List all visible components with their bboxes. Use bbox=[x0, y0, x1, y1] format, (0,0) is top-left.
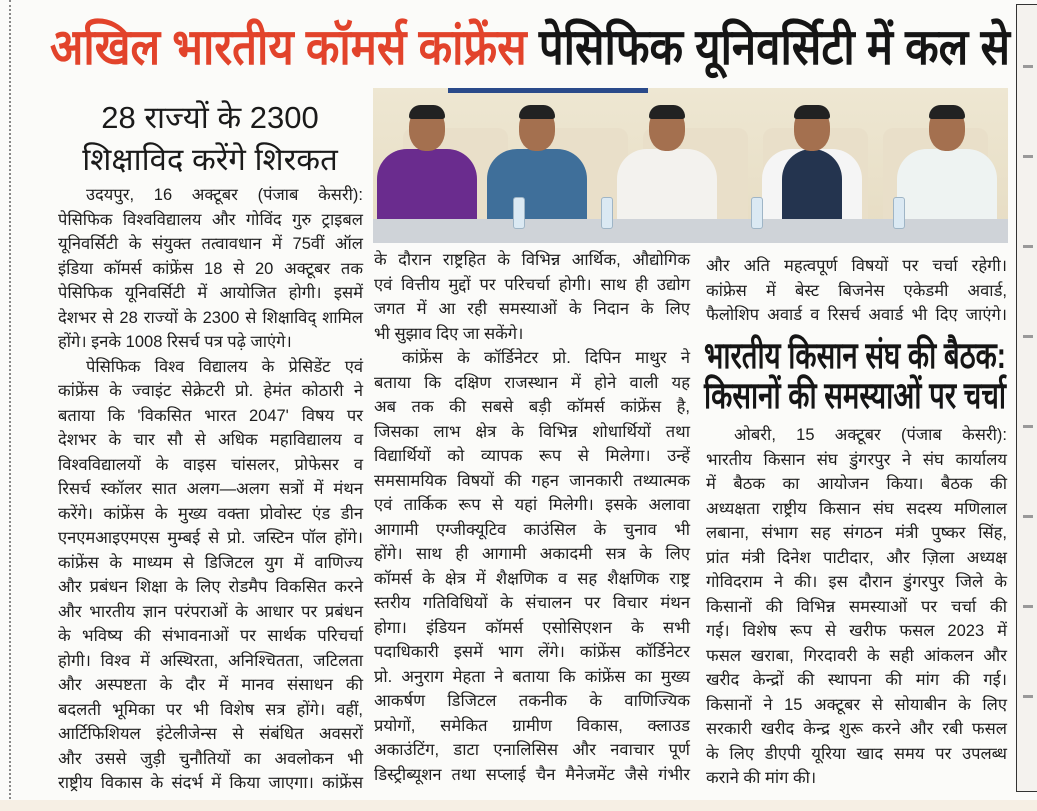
text-line bbox=[58, 232, 363, 257]
text-line-content: एवं तार्किक रूप से यहां मिलेगी। इसके अलावा bbox=[374, 496, 690, 514]
table bbox=[373, 219, 1008, 243]
text-line bbox=[706, 742, 1007, 767]
text-line bbox=[374, 616, 690, 641]
text-line-content: यूनिवर्सिटी के संयुक्त तत्वावधान में 75वीं ऑल bbox=[58, 235, 363, 253]
text-line bbox=[706, 448, 1007, 473]
text-line bbox=[706, 668, 1007, 693]
main-headline bbox=[50, 12, 1010, 82]
second-headline-line-1: भारतीय किसान संघ की बैठक: bbox=[704, 335, 1006, 376]
text-line bbox=[706, 279, 1007, 304]
text-line-content: गोविदराम ने की। इस दौरान डुंगरपुर जिले के bbox=[706, 573, 1007, 591]
text-line bbox=[374, 738, 690, 763]
text-line-content: होंगे। इनके 1008 रिसर्च पत्र पढ़े जाएंगे। bbox=[58, 333, 292, 351]
text-line bbox=[706, 693, 1007, 718]
text-line-content: प्रयोगों, समेकित ग्रामीण विकास, क्लाउड bbox=[374, 716, 690, 735]
text-line bbox=[58, 330, 363, 355]
text-line bbox=[706, 546, 1007, 571]
headline-red-part: अखिल भारतीय कॉमर्स कांफ्रेंस bbox=[50, 19, 527, 75]
text-line-content: आकर्षण डिजिटल तकनीक के वाणिज्यिक bbox=[374, 692, 690, 710]
text-line bbox=[706, 472, 1007, 497]
text-line-content: कांफ्रेंस के माध्यम से डिजिटल युग में वाणिज्य bbox=[58, 553, 363, 572]
text-line bbox=[374, 518, 690, 543]
news-photo-press-conference bbox=[373, 88, 1008, 243]
text-line bbox=[374, 371, 690, 396]
text-line-content: भारतीय किसान संघ डुंगरपुर ने संघ कार्यालय bbox=[706, 450, 1007, 469]
text-line-content: प्रो. अनुराग मेहता ने बताया कि कांफ्रेंस का मुख्य bbox=[374, 667, 690, 686]
text-line bbox=[374, 322, 690, 347]
text-line-content: एवं वित्तीय मुद्दों पर परिचर्चा होगी। साथ ही उद्योग bbox=[374, 275, 690, 294]
text-line-content: होंगे। साथ ही आगामी अकादमी सत्र के लिए bbox=[374, 545, 690, 563]
text-line bbox=[706, 254, 1007, 279]
text-line-content: कराने की मांग की। bbox=[706, 769, 817, 787]
text-line bbox=[374, 493, 690, 518]
person-4 bbox=[758, 107, 866, 225]
text-line bbox=[374, 444, 690, 469]
text-line-content: होगी। विश्व में अस्थिरता, अनिश्चितता, जटिलता bbox=[58, 651, 363, 670]
text-line bbox=[58, 526, 363, 551]
text-line-content: भी सुझाव दिए जा सकेंगे। bbox=[374, 324, 524, 343]
text-line bbox=[58, 771, 363, 796]
text-line-content: स्तरीय गतिविधियों के संचालन पर विचार मंथन bbox=[374, 594, 690, 612]
text-line-content: आगामी एग्जीक्यूटिव काउंसिल के चुनाव भी bbox=[374, 520, 690, 539]
text-line bbox=[374, 763, 690, 788]
second-headline-line-2: किसानों की समस्याओं पर चर्चा bbox=[704, 375, 1006, 416]
text-line bbox=[374, 420, 690, 445]
text-line-content: और अस्पष्टता के दौर में मानव संसाधन की bbox=[58, 676, 363, 694]
text-line bbox=[58, 355, 363, 380]
text-line-content: देशभर के चार सौ से अधिक महाविद्यालय व bbox=[58, 431, 363, 449]
text-line bbox=[374, 689, 690, 714]
column-divider-dotted bbox=[9, 0, 11, 811]
text-line-content: पेसिफिक विश्वविद्यालय और गोविंद गुरु ट्राइबल bbox=[58, 210, 363, 229]
text-line-content: विद्यार्थियों को व्यापक रूप से मिलेगा। उन्हें bbox=[374, 447, 690, 465]
text-line bbox=[374, 640, 690, 665]
text-line-content: और प्रबंधन शिक्षा के लिए रोडमैप विकसित करने bbox=[58, 578, 363, 596]
text-line-content: और उससे जुड़ी चुनौतियों का अवलोकन भी bbox=[58, 749, 363, 768]
text-line-content: फसल खराबा, गिरदावरी के सही आंकलन और bbox=[706, 646, 1007, 665]
text-line-content: पदाधिकारी इसमें भाग लेंगे। कांफ्रेंस कॉर्डिनेटर bbox=[374, 643, 690, 661]
text-line bbox=[374, 273, 690, 298]
text-line bbox=[58, 453, 363, 478]
text-line-content: और अति महत्वपूर्ण विषयों पर चर्चा रहेगी। bbox=[706, 257, 1007, 275]
text-line-content: समसामयिक विषयों की गहन जानकारी तथ्यात्मक bbox=[374, 471, 690, 490]
text-line-content: के लिए डीएपी यूरिया खाद समय पर उपलब्ध bbox=[706, 744, 1007, 763]
person-3 bbox=[613, 107, 721, 225]
text-line bbox=[58, 404, 363, 429]
text-line-content: कांफ्रेंस के ज्वाइंट सेक्रेटरी प्रो. हेमंत कोठारी ने bbox=[58, 382, 363, 400]
second-article-body bbox=[706, 423, 1007, 791]
text-line-content: खरीद केन्द्रों की स्थापना की मांग की गई। bbox=[706, 671, 1007, 689]
text-line-content: आर्टिफिशियल इंटेलीजेन्स से संबंधित अवसरों bbox=[58, 725, 363, 743]
text-line-content: सरकारी खरीद केन्द्र शुरू करने और रबी फसल bbox=[706, 720, 1007, 738]
text-line bbox=[706, 423, 1007, 448]
text-line-content: कांफ्रेस में बेस्ट बिजनेस एकेडमी अवार्ड, bbox=[706, 281, 1007, 300]
text-line bbox=[706, 521, 1007, 546]
text-line-content: कांफ्रेंस के कॉर्डिनेटर प्रो. दिपिन माथुर ने bbox=[402, 349, 690, 367]
text-line bbox=[58, 673, 363, 698]
subheadline-line-2: शिक्षाविद करेंगे शिरकत bbox=[82, 142, 338, 177]
text-line-content: रिसर्च स्कॉलर सात अलग—अलग सत्रों में मंथन bbox=[58, 480, 363, 498]
text-line bbox=[706, 619, 1007, 644]
text-line-content: इंडिया कॉमर्स कांफ्रेंस 18 से 20 अक्टूबर तक bbox=[58, 259, 363, 278]
text-line bbox=[58, 428, 363, 453]
text-line-content: जगत में आ रही समस्याओं के निदान के लिए bbox=[374, 300, 690, 318]
text-line-content: किसानों की विभिन्न समस्याओं पर चर्चा की bbox=[706, 597, 1007, 616]
bottom-strip bbox=[0, 800, 1037, 811]
text-line bbox=[706, 766, 1007, 791]
text-line bbox=[58, 208, 363, 233]
text-line bbox=[374, 297, 690, 322]
text-line bbox=[58, 649, 363, 674]
text-line-content: देशभर से 28 राज्यों के 2300 से शिक्षाविद् शामिल bbox=[58, 308, 363, 327]
text-line bbox=[58, 575, 363, 600]
text-line bbox=[706, 644, 1007, 669]
text-line-content: प्रांत मंत्री दिनेश पाटीदार, और ज़िला अध्यक्ष bbox=[706, 548, 1007, 567]
text-line bbox=[58, 281, 363, 306]
text-line bbox=[58, 722, 363, 747]
text-line-content: एनएमआइएमएस मुम्बई से प्रो. जस्टिन पॉल होंगे। bbox=[58, 529, 363, 547]
text-line bbox=[374, 591, 690, 616]
text-line bbox=[706, 497, 1007, 522]
text-line bbox=[58, 551, 363, 576]
text-line-content: पेसिफिक यूनिवर्सिटी में आयोजित होगी। इसमें bbox=[58, 284, 363, 302]
text-line bbox=[706, 595, 1007, 620]
person-5 bbox=[893, 107, 1001, 225]
text-line bbox=[58, 502, 363, 527]
article-column-2 bbox=[374, 248, 690, 787]
text-line-content: उदयपुर, 16 अक्टूबर (पंजाब केसरी): bbox=[86, 186, 363, 204]
text-line bbox=[58, 747, 363, 772]
text-line bbox=[58, 624, 363, 649]
adjacent-clipping-edge bbox=[1016, 4, 1037, 792]
text-line-content: के भविष्य की संभावनाओं पर सार्थक परिचर्चा bbox=[58, 627, 363, 645]
text-line-content: डिस्ट्रीब्यूशन तथा सप्लाई चैन मैनेजमेंट जैसे गंभीर bbox=[374, 765, 690, 784]
text-line bbox=[374, 395, 690, 420]
text-line bbox=[58, 600, 363, 625]
text-line bbox=[58, 698, 363, 723]
text-line-content: पेसिफिक विश्व विद्यालय के प्रेसिडेंट एवं bbox=[86, 357, 363, 376]
text-line bbox=[706, 570, 1007, 595]
person-2 bbox=[483, 107, 591, 225]
text-line bbox=[58, 379, 363, 404]
text-line-content: बताया कि 'विकसित भारत 2047' विषय पर bbox=[58, 406, 363, 425]
text-line bbox=[374, 542, 690, 567]
text-line-content: गई। विशेष रूप से खरीफ फसल 2023 में bbox=[706, 622, 1007, 640]
text-line bbox=[374, 567, 690, 592]
text-line-content: ओबरी, 15 अक्टूबर (पंजाब केसरी): bbox=[734, 426, 1007, 444]
text-line bbox=[374, 714, 690, 739]
text-line-content: बदलती भूमिका पर भी विशेष सत्र होंगे। वहीं, bbox=[58, 700, 363, 719]
article-column-3 bbox=[706, 254, 1007, 328]
text-line bbox=[374, 346, 690, 371]
text-line bbox=[58, 183, 363, 208]
text-line-content: अब तक की सबसे बड़ी कॉमर्स कांफ्रेंस है, bbox=[374, 398, 690, 416]
text-line-content: लबाना, संभाग सह संगठन मंत्री पुष्कर सिंह, bbox=[706, 524, 1007, 542]
text-line bbox=[374, 469, 690, 494]
text-line-content: बताया कि दक्षिण राजस्थान में होने वाली यह bbox=[374, 373, 690, 392]
headline-black-part: पेसिफिक यूनिवर्सिटी में कल से bbox=[538, 19, 1011, 75]
text-line bbox=[706, 303, 1007, 328]
text-line-content: किसानों ने 15 अक्टूबर से सोयाबीन के लिए bbox=[706, 695, 1007, 714]
text-line-content: फैलोशिप अवार्ड व रिसर्च अवार्ड भी दिए जाएंगे। bbox=[706, 306, 1007, 324]
text-line bbox=[58, 257, 363, 282]
article-column-1 bbox=[58, 183, 363, 796]
text-line-content: होगा। इंडियन कॉमर्स एसोसिएशन के सभी bbox=[374, 618, 690, 637]
text-line bbox=[58, 306, 363, 331]
text-line-content: कॉमर्स के क्षेत्र में शैक्षणिक व सह शैक्षणिक राष्ट्र bbox=[374, 569, 690, 588]
text-line bbox=[706, 717, 1007, 742]
text-line-content: जिसका लाभ क्षेत्र के विभिन्न शोधार्थियों तथा bbox=[374, 422, 690, 441]
subheadline-line-1: 28 राज्यों के 2300 bbox=[101, 100, 319, 135]
text-line-content: में बैठक का आयोजन किया। बैठक की bbox=[706, 475, 1007, 493]
text-line bbox=[58, 477, 363, 502]
photo-banner bbox=[448, 88, 648, 93]
text-line-content: राष्ट्रीय विकास के संदर्भ में किया जाएगा। कांफ्रेंस bbox=[58, 774, 363, 792]
text-line-content: के दौरान राष्ट्रहित के विभिन्न आर्थिक, औद्योगिक bbox=[374, 251, 690, 269]
text-line bbox=[374, 665, 690, 690]
text-line-content: और भारतीय ज्ञान परंपराओं के आधार पर प्रबंधन bbox=[58, 602, 363, 621]
text-line-content: करेंगे। कांफ्रेंस के मुख्य वक्ता प्रोवोस्ट एंड डीन bbox=[58, 504, 363, 523]
text-line bbox=[374, 248, 690, 273]
text-line-content: अकाउंटिंग, डाटा एनालिसिस और नवाचार पूर्ण bbox=[374, 741, 690, 759]
person-1 bbox=[373, 107, 481, 225]
text-line-content: विश्वविद्यालयों के वाइस चांसलर, प्रोफेसर व bbox=[58, 455, 363, 474]
text-line-content: अध्यक्षता राष्ट्रीय किसान संघ सदस्य मणिलाल bbox=[706, 499, 1007, 518]
